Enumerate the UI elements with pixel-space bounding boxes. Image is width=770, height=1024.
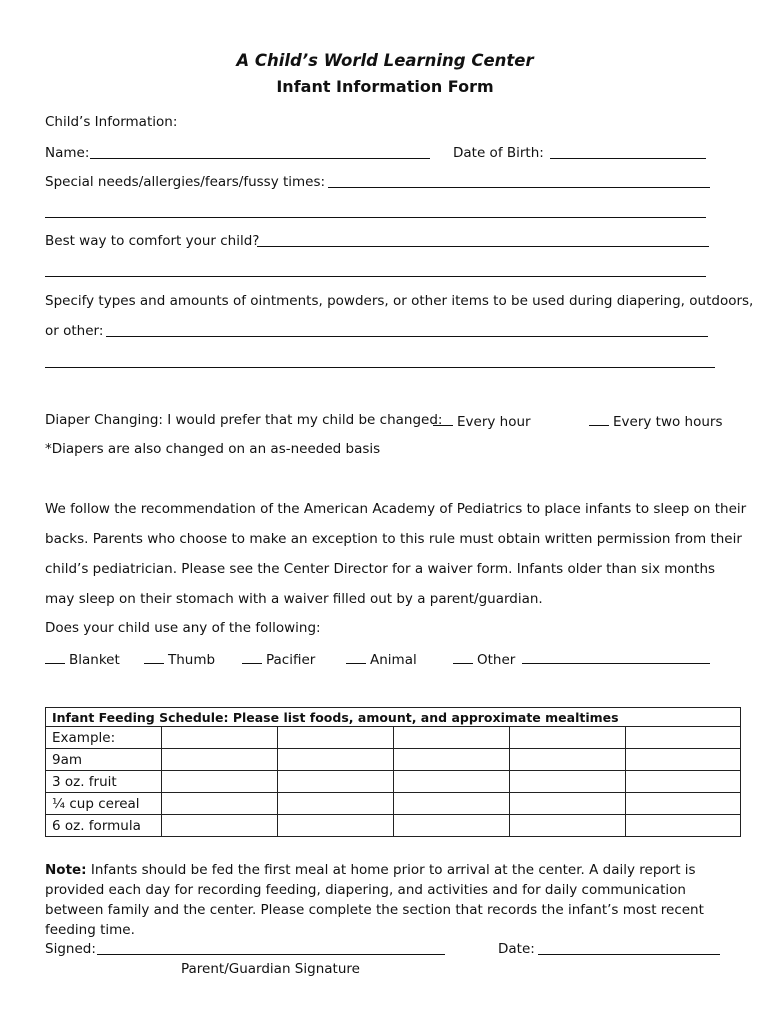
signed-label: Signed: bbox=[45, 941, 96, 957]
table-cell: 9am bbox=[46, 749, 162, 771]
table-cell[interactable] bbox=[278, 793, 394, 815]
table-cell[interactable] bbox=[626, 771, 741, 793]
checkbox-blank[interactable] bbox=[144, 650, 164, 664]
table-cell: 6 oz. formula bbox=[46, 815, 162, 837]
note-paragraph bbox=[45, 860, 745, 940]
or-other-label: or other: bbox=[45, 323, 104, 339]
comfort-field-line-2[interactable] bbox=[45, 276, 706, 277]
dob-label: Date of Birth: bbox=[453, 145, 544, 161]
sleep-paragraph-line-2: backs. Parents who choose to make an exception to this rule must obtain written permission from their bbox=[45, 531, 742, 547]
table-cell[interactable] bbox=[510, 749, 626, 771]
table-cell[interactable] bbox=[394, 771, 510, 793]
sleep-paragraph-line-3: child’s pediatrician. Please see the Center Director for a waiver form. Infants older than six months bbox=[45, 561, 716, 577]
table-cell[interactable] bbox=[162, 771, 278, 793]
table-cell[interactable] bbox=[626, 749, 741, 771]
table-cell[interactable] bbox=[510, 771, 626, 793]
table-cell[interactable] bbox=[162, 749, 278, 771]
table-cell: ¼ cup cereal bbox=[46, 793, 162, 815]
option-label: Every two hours bbox=[613, 414, 723, 430]
special-needs-field[interactable] bbox=[328, 187, 710, 188]
table-cell[interactable] bbox=[510, 793, 626, 815]
option-every-hour[interactable] bbox=[433, 412, 531, 430]
feeding-schedule-table bbox=[45, 707, 741, 837]
checkbox-blank[interactable] bbox=[589, 412, 609, 426]
dob-field[interactable] bbox=[550, 158, 706, 159]
note-label: Note: bbox=[45, 862, 87, 878]
comfort-label: Best way to comfort your child? bbox=[45, 233, 260, 249]
date-label: Date: bbox=[498, 941, 535, 957]
table-cell: Example: bbox=[46, 727, 162, 749]
table-cell[interactable] bbox=[162, 727, 278, 749]
checkbox-blank[interactable] bbox=[242, 650, 262, 664]
option-animal[interactable] bbox=[346, 650, 417, 668]
diapering-items-text: Specify types and amounts of ointments, powders, or other items to be used during diapering, outdoors, bbox=[45, 293, 754, 309]
option-blanket[interactable] bbox=[45, 650, 120, 668]
option-label: Blanket bbox=[69, 652, 120, 668]
table-row bbox=[46, 815, 741, 837]
table-cell[interactable] bbox=[278, 771, 394, 793]
table-cell[interactable] bbox=[162, 815, 278, 837]
option-other[interactable] bbox=[453, 650, 515, 668]
table-cell[interactable] bbox=[626, 815, 741, 837]
special-needs-field-line-2[interactable] bbox=[45, 217, 706, 218]
table-cell[interactable] bbox=[278, 815, 394, 837]
table-header-row bbox=[46, 708, 741, 727]
option-label: Animal bbox=[370, 652, 417, 668]
form-subtitle: Infant Information Form bbox=[276, 77, 494, 96]
option-label: Every hour bbox=[457, 414, 531, 430]
table-row bbox=[46, 749, 741, 771]
table-cell: 3 oz. fruit bbox=[46, 771, 162, 793]
feeding-schedule-header: Infant Feeding Schedule: Please list foods, amount, and approximate mealtimes bbox=[46, 708, 741, 727]
name-field[interactable] bbox=[90, 158, 430, 159]
name-label: Name: bbox=[45, 145, 90, 161]
option-label: Thumb bbox=[168, 652, 216, 668]
option-label: Pacifier bbox=[266, 652, 316, 668]
diaper-prompt: Diaper Changing: I would prefer that my child be changed: bbox=[45, 412, 443, 428]
table-row bbox=[46, 727, 741, 749]
checkbox-blank[interactable] bbox=[453, 650, 473, 664]
section-label-child-info: Child’s Information: bbox=[45, 114, 178, 130]
checkbox-blank[interactable] bbox=[433, 412, 453, 426]
table-cell[interactable] bbox=[278, 749, 394, 771]
comfort-items-question: Does your child use any of the following: bbox=[45, 620, 321, 636]
comfort-field[interactable] bbox=[257, 246, 709, 247]
table-cell[interactable] bbox=[394, 793, 510, 815]
checkbox-blank[interactable] bbox=[45, 650, 65, 664]
diaper-note: *Diapers are also changed on an as-needed basis bbox=[45, 441, 381, 457]
sleep-paragraph-line-4: may sleep on their stomach with a waiver filled out by a parent/guardian. bbox=[45, 591, 543, 607]
option-pacifier[interactable] bbox=[242, 650, 315, 668]
table-cell[interactable] bbox=[394, 727, 510, 749]
special-needs-label: Special needs/allergies/fears/fussy times: bbox=[45, 174, 326, 190]
table-row bbox=[46, 771, 741, 793]
table-cell[interactable] bbox=[394, 815, 510, 837]
table-cell[interactable] bbox=[510, 727, 626, 749]
other-field[interactable] bbox=[522, 663, 710, 664]
option-thumb[interactable] bbox=[144, 650, 215, 668]
table-cell[interactable] bbox=[278, 727, 394, 749]
table-cell[interactable] bbox=[510, 815, 626, 837]
date-field[interactable] bbox=[538, 954, 720, 955]
table-cell[interactable] bbox=[626, 793, 741, 815]
table-row bbox=[46, 793, 741, 815]
sleep-paragraph-line-1: We follow the recommendation of the American Academy of Pediatrics to place infants to sleep on their bbox=[45, 501, 747, 517]
diapering-items-field[interactable] bbox=[106, 336, 708, 337]
note-text: Infants should be fed the first meal at home prior to arrival at the center. A daily report is provided each day for recording feeding, diapering, and activities and for daily communication between family and the center. Please complete the section that records the infant’s most recent feeding time. bbox=[45, 862, 704, 938]
form-title: A Child’s World Learning Center bbox=[236, 51, 534, 70]
table-cell[interactable] bbox=[394, 749, 510, 771]
option-label: Other bbox=[477, 652, 516, 668]
diapering-items-field-line-2[interactable] bbox=[45, 367, 715, 368]
signature-field[interactable] bbox=[97, 954, 445, 955]
table-cell[interactable] bbox=[626, 727, 741, 749]
checkbox-blank[interactable] bbox=[346, 650, 366, 664]
option-every-two-hours[interactable] bbox=[589, 412, 723, 430]
table-cell[interactable] bbox=[162, 793, 278, 815]
signature-caption: Parent/Guardian Signature bbox=[181, 961, 360, 977]
